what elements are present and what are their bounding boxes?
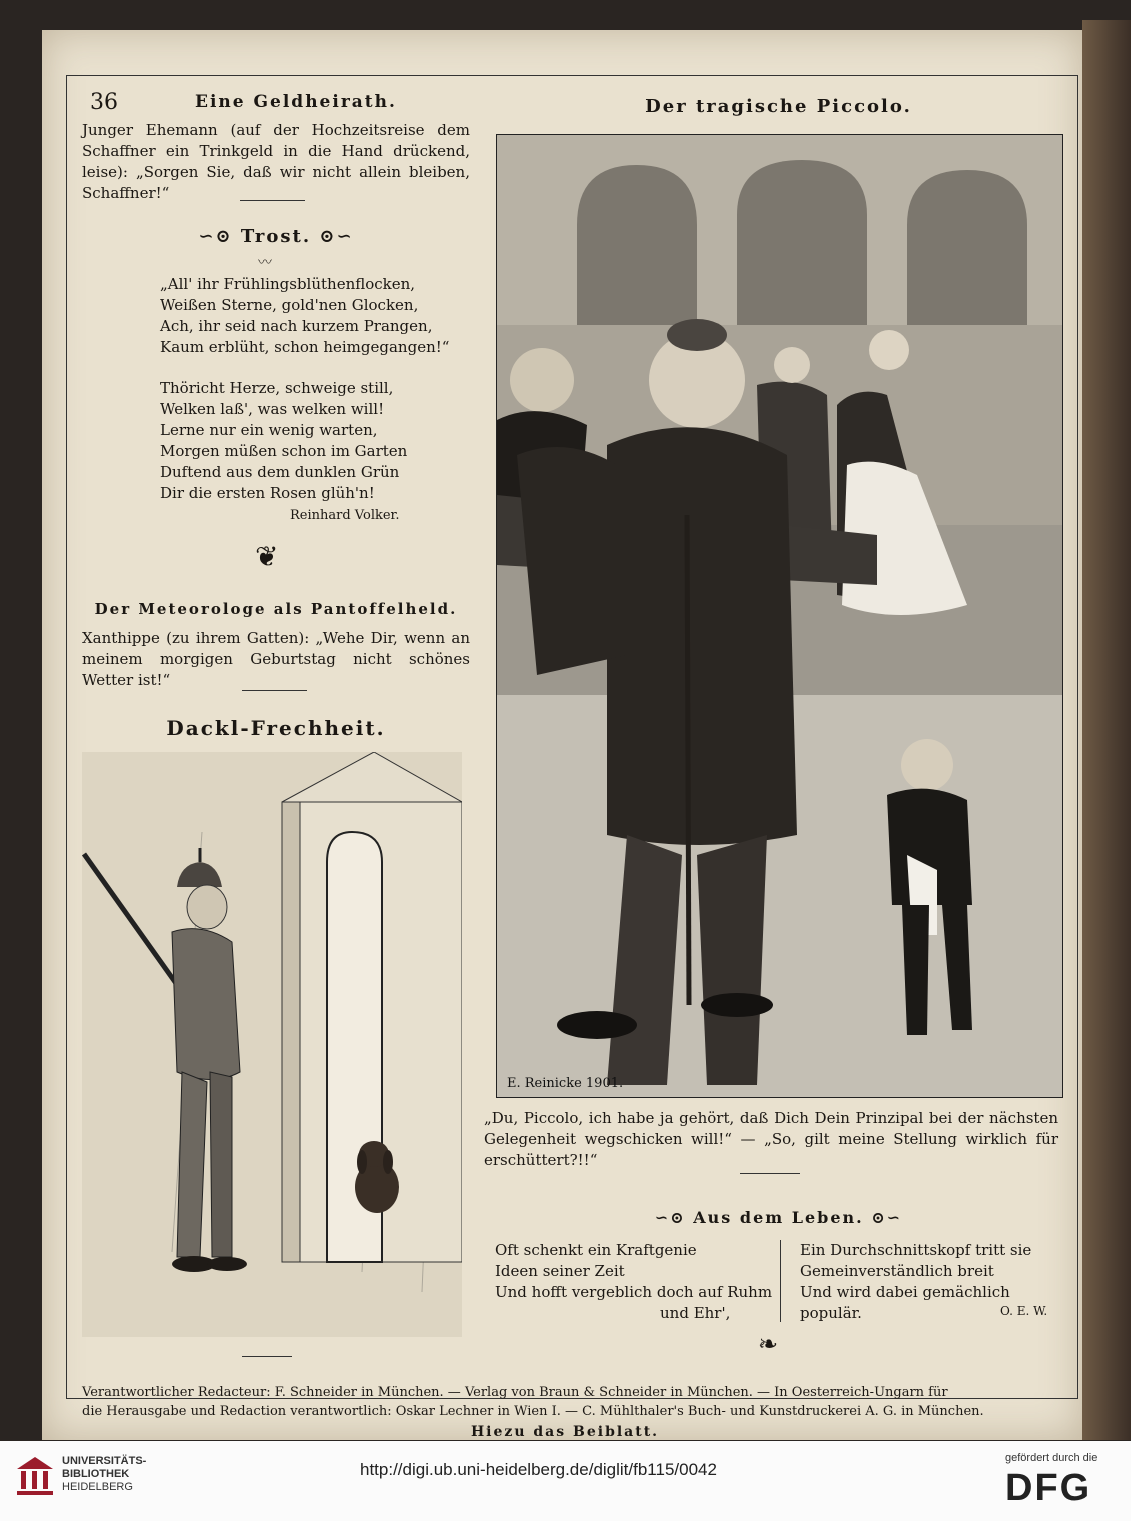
poem [160, 274, 460, 504]
illustration-tragic-piccolo [496, 134, 1063, 1098]
page-number: 36 [90, 90, 118, 115]
column-divider [780, 1240, 781, 1322]
piccolo-drawing [497, 135, 1062, 1097]
footer-beiblatt: Hiezu das Beiblatt. [470, 1424, 660, 1440]
footer-line-1: Verantwortlicher Redacteur: F. Schneider in München. — Verlag von Braun & Schneider in München. — In Oesterreich-Ungarn für [82, 1385, 948, 1400]
ornament-left-icon: ∽⊙ [198, 226, 233, 247]
library-name-1: UNIVERSITÄTS- [62, 1455, 147, 1467]
title-trost-text: Trost. [240, 226, 312, 247]
text-meteorologe: Xanthippe (zu ihrem Gatten): „Wehe Dir, wenn an meinem morgigen Geburtstag nicht schönes Wetter ist!“ [82, 629, 470, 689]
divider [740, 1173, 800, 1174]
library-name-3: HEIDELBERG [62, 1481, 133, 1493]
university-library-logo-icon [15, 1455, 55, 1497]
poem-author: O. E. W. [1000, 1304, 1048, 1318]
title-aus-dem-leben [496, 1208, 1061, 1227]
title-piccolo: Der tragische Piccolo. [645, 96, 912, 117]
poem-line: Oft schenkt ein Kraftgenie [495, 1241, 697, 1259]
poem-line: Ach, ihr seid nach kurzem Prangen, [160, 317, 433, 335]
poem-line: Gemeinverständlich breit [800, 1262, 994, 1280]
viewer-footer-bar [0, 1441, 1131, 1521]
poem-line: Und hofft vergeblich doch auf Ruhm [495, 1283, 773, 1301]
ornament-left-icon: ∽⊙ [654, 1208, 686, 1227]
artist-signature: E. Reinicke 1901. [507, 1076, 624, 1091]
tilde-ornament: 〰 [258, 255, 272, 271]
flower-ornament-icon: ❦ [255, 540, 279, 573]
sentry-drawing [82, 752, 462, 1337]
ornament-right-icon: ⊙∽ [871, 1208, 903, 1227]
divider [242, 690, 307, 691]
poem-author: Reinhard Volker. [290, 508, 400, 523]
permalink-url[interactable]: http://digi.ub.uni-heidelberg.de/diglit/fb115/0042 [360, 1460, 717, 1479]
flourish-ornament-icon: ❧ [758, 1330, 779, 1358]
illustration-sentry-dachshund [82, 752, 462, 1337]
poem-line: und Ehr', [660, 1304, 731, 1322]
footer-line-2: die Herausgabe und Redaction verantwortlich: Oskar Lechner in Wien I. — C. Mühlthaler's Buch- und Kunstdruckerei A. G. in München. [82, 1404, 984, 1419]
funded-by-text: gefördert durch die [1005, 1452, 1098, 1464]
title-dackl: Dackl-Frechheit. [166, 716, 386, 740]
poem-line: Dir die ersten Rosen glüh'n! [160, 484, 375, 502]
title-geldheirath: Eine Geldheirath. [195, 92, 397, 112]
title-trost [82, 226, 470, 247]
poem-column-a [495, 1240, 775, 1324]
poem-line: Kaum erblüht, schon heimgegangen!“ [160, 338, 450, 356]
poem-line: Thöricht Herze, schweige still, [160, 379, 394, 397]
divider [240, 200, 305, 201]
title-aus-dem-leben-text: Aus dem Leben. [693, 1208, 864, 1227]
ornament-right-icon: ⊙∽ [319, 226, 354, 247]
divider [242, 1356, 292, 1357]
title-meteorologe: Der Meteorologe als Pantoffelheld. [94, 600, 458, 618]
caption-piccolo: „Du, Piccolo, ich habe ja gehört, daß Dich Dein Prinzipal bei der nächsten Gelegenheit wegschicken will!“ — „So, gilt meine Stellung wirklich für erschüttert?!!“ [484, 1109, 1058, 1169]
poem-line: „All' ihr Frühlingsblüthenflocken, [160, 275, 416, 293]
poem-line: Welken laß', was welken will! [160, 400, 385, 418]
book-edge [1082, 20, 1131, 1440]
text-geldheirath: Junger Ehemann (auf der Hochzeitsreise dem Schaffner ein Trinkgeld in die Hand drückend, leise): „Sorgen Sie, daß wir nicht allein bleiben, Schaffner!“ [82, 121, 470, 202]
poem-line: Weißen Sterne, gold'nen Glocken, [160, 296, 419, 314]
poem-line: Lerne nur ein wenig warten, [160, 421, 378, 439]
library-name-2: BIBLIOTHEK [62, 1468, 130, 1480]
poem-line: Morgen müßen schon im Garten [160, 442, 408, 460]
poem-line [160, 358, 460, 378]
poem-line: Ein Durchschnittskopf tritt sie [800, 1241, 1032, 1259]
dfg-logo: DFG [1005, 1467, 1092, 1509]
poem-line: Duftend aus dem dunklen Grün [160, 463, 400, 481]
poem-line: Und wird dabei gemächlich populär. [800, 1283, 1010, 1322]
poem-line: Ideen seiner Zeit [495, 1262, 625, 1280]
